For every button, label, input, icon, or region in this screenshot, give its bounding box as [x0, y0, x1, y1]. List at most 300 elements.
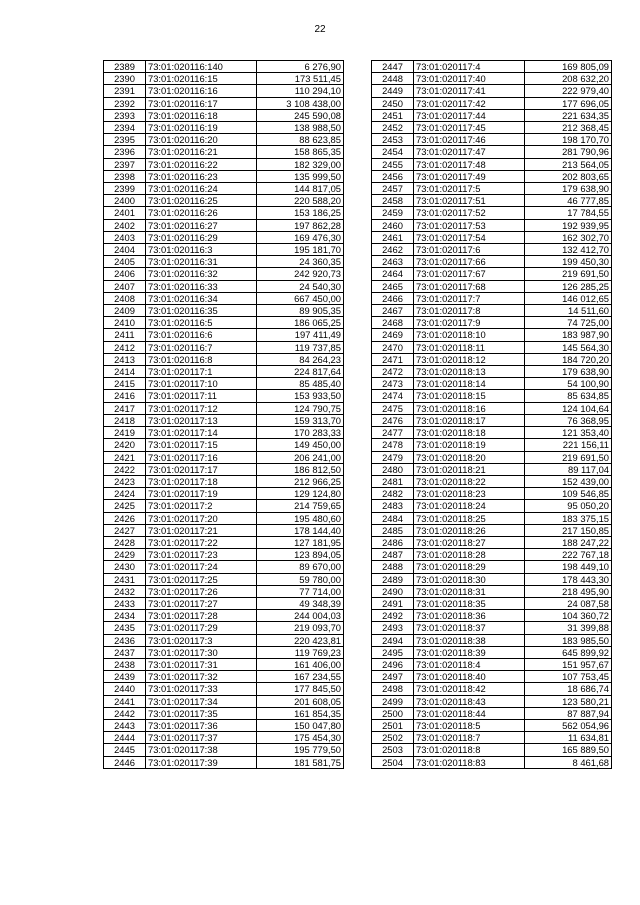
row-number: 2397: [104, 158, 146, 170]
row-number: 2429: [104, 549, 146, 561]
row-number: 2401: [104, 207, 146, 219]
row-number: 2484: [372, 512, 414, 524]
table-row: [104, 475, 344, 487]
table-row: [372, 183, 612, 195]
table-row: [372, 561, 612, 573]
cadastral-number: 73:01:020116:16: [146, 85, 257, 97]
cadastral-number: 73:01:020116:24: [146, 183, 257, 195]
table-row: [372, 268, 612, 280]
row-number: 2454: [372, 146, 414, 158]
cadastral-number: 73:01:020118:16: [414, 402, 525, 414]
table-row: [104, 610, 344, 622]
cadastral-value: 110 294,10: [257, 85, 344, 97]
table-row: [104, 622, 344, 634]
cadastral-value: 77 714,00: [257, 585, 344, 597]
cadastral-number: 73:01:020117:9: [414, 317, 525, 329]
cadastral-number: 73:01:020118:30: [414, 573, 525, 585]
table-row: [104, 97, 344, 109]
row-number: 2390: [104, 73, 146, 85]
table-row: [372, 536, 612, 548]
cadastral-value: 562 054,96: [525, 719, 612, 731]
table-row: [372, 732, 612, 744]
cadastral-value: 124 104,64: [525, 402, 612, 414]
cadastral-value: 87 887,94: [525, 707, 612, 719]
table-row: [104, 170, 344, 182]
row-number: 2452: [372, 122, 414, 134]
cadastral-number: 73:01:020116:33: [146, 280, 257, 292]
table-row: [372, 610, 612, 622]
row-number: 2488: [372, 561, 414, 573]
cadastral-number: 73:01:020117:36: [146, 719, 257, 731]
row-number: 2431: [104, 573, 146, 585]
cadastral-number: 73:01:020117:32: [146, 671, 257, 683]
cadastral-number: 73:01:020118:5: [414, 719, 525, 731]
row-number: 2470: [372, 341, 414, 353]
table-row: [104, 536, 344, 548]
cadastral-value: 46 777,85: [525, 195, 612, 207]
table-row: [372, 756, 612, 768]
cadastral-number: 73:01:020118:21: [414, 463, 525, 475]
row-number: 2437: [104, 646, 146, 658]
cadastral-number: 73:01:020116:15: [146, 73, 257, 85]
table-row: [372, 427, 612, 439]
cadastral-value: 222 979,40: [525, 85, 612, 97]
cadastral-number: 73:01:020118:22: [414, 475, 525, 487]
cadastral-number: 73:01:020117:8: [414, 305, 525, 317]
table-row: [372, 549, 612, 561]
cadastral-number: 73:01:020116:140: [146, 61, 257, 73]
row-number: 2416: [104, 390, 146, 402]
row-number: 2394: [104, 122, 146, 134]
cadastral-value: 24 087,58: [525, 597, 612, 609]
row-number: 2457: [372, 183, 414, 195]
cadastral-value: 195 181,70: [257, 244, 344, 256]
row-number: 2398: [104, 170, 146, 182]
cadastral-number: 73:01:020116:25: [146, 195, 257, 207]
table-row: [372, 500, 612, 512]
row-number: 2425: [104, 500, 146, 512]
cadastral-value: 195 779,50: [257, 744, 344, 756]
cadastral-value: 11 634,81: [525, 732, 612, 744]
table-row: [372, 585, 612, 597]
table-row: [372, 329, 612, 341]
cadastral-number: 73:01:020118:17: [414, 414, 525, 426]
row-number: 2392: [104, 97, 146, 109]
table-row: [372, 146, 612, 158]
cadastral-number: 73:01:020118:20: [414, 451, 525, 463]
table-row: [372, 305, 612, 317]
row-number: 2481: [372, 475, 414, 487]
table-row: [372, 317, 612, 329]
cadastral-value: 59 780,00: [257, 573, 344, 585]
table-row: [104, 524, 344, 536]
row-number: 2461: [372, 231, 414, 243]
cadastral-number: 73:01:020118:39: [414, 646, 525, 658]
table-row: [104, 353, 344, 365]
cadastral-number: 73:01:020117:51: [414, 195, 525, 207]
table-row: [104, 744, 344, 756]
cadastral-value: 119 769,23: [257, 646, 344, 658]
row-number: 2455: [372, 158, 414, 170]
cadastral-number: 73:01:020118:43: [414, 695, 525, 707]
table-row: [372, 378, 612, 390]
cadastral-value: 89 117,04: [525, 463, 612, 475]
cadastral-number: 73:01:020118:35: [414, 597, 525, 609]
cadastral-number: 73:01:020116:20: [146, 134, 257, 146]
table-row: [104, 488, 344, 500]
cadastral-number: 73:01:020116:5: [146, 317, 257, 329]
table-row: [372, 719, 612, 731]
row-number: 2415: [104, 378, 146, 390]
row-number: 2442: [104, 707, 146, 719]
page-number: 22: [314, 24, 326, 35]
row-number: 2501: [372, 719, 414, 731]
cadastral-number: 73:01:020117:38: [146, 744, 257, 756]
cadastral-number: 73:01:020117:20: [146, 512, 257, 524]
table-row: [104, 719, 344, 731]
row-number: 2428: [104, 536, 146, 548]
cadastral-number: 73:01:020117:66: [414, 256, 525, 268]
row-number: 2469: [372, 329, 414, 341]
cadastral-value: 178 443,30: [525, 573, 612, 585]
row-number: 2472: [372, 366, 414, 378]
cadastral-number: 73:01:020118:4: [414, 658, 525, 670]
cadastral-value: 182 329,00: [257, 158, 344, 170]
cadastral-number: 73:01:020116:34: [146, 292, 257, 304]
cadastral-number: 73:01:020118:10: [414, 329, 525, 341]
table-row: [104, 658, 344, 670]
cadastral-number: 73:01:020117:34: [146, 695, 257, 707]
table-row: [372, 73, 612, 85]
row-number: 2393: [104, 109, 146, 121]
cadastral-number: 73:01:020117:42: [414, 97, 525, 109]
cadastral-value: 178 144,40: [257, 524, 344, 536]
cadastral-value: 132 412,70: [525, 244, 612, 256]
table-row: [104, 341, 344, 353]
cadastral-value: 14 511,60: [525, 305, 612, 317]
cadastral-value: 212 368,45: [525, 122, 612, 134]
cadastral-number: 73:01:020117:5: [414, 183, 525, 195]
cadastral-number: 73:01:020117:52: [414, 207, 525, 219]
row-number: 2473: [372, 378, 414, 390]
cadastral-value: 123 580,21: [525, 695, 612, 707]
row-number: 2492: [372, 610, 414, 622]
row-number: 2406: [104, 268, 146, 280]
table-row: [372, 134, 612, 146]
row-number: 2391: [104, 85, 146, 97]
table-row: [104, 756, 344, 768]
row-number: 2413: [104, 353, 146, 365]
cadastral-table-right: [371, 60, 612, 769]
cadastral-value: 222 767,18: [525, 549, 612, 561]
row-number: 2417: [104, 402, 146, 414]
cadastral-value: 218 495,90: [525, 585, 612, 597]
cadastral-number: 73:01:020117:40: [414, 73, 525, 85]
cadastral-value: 89 905,35: [257, 305, 344, 317]
row-number: 2499: [372, 695, 414, 707]
table-row: [104, 219, 344, 231]
row-number: 2446: [104, 756, 146, 768]
row-number: 2483: [372, 500, 414, 512]
cadastral-number: 73:01:020118:24: [414, 500, 525, 512]
cadastral-number: 73:01:020118:42: [414, 683, 525, 695]
cadastral-number: 73:01:020116:22: [146, 158, 257, 170]
cadastral-value: 146 012,65: [525, 292, 612, 304]
row-number: 2405: [104, 256, 146, 268]
cadastral-value: 281 790,96: [525, 146, 612, 158]
table-row: [372, 634, 612, 646]
cadastral-number: 73:01:020118:7: [414, 732, 525, 744]
table-row: [104, 549, 344, 561]
table-row: [104, 109, 344, 121]
table-row: [372, 85, 612, 97]
row-number: 2458: [372, 195, 414, 207]
table-row: [104, 366, 344, 378]
cadastral-number: 73:01:020117:3: [146, 634, 257, 646]
row-number: 2445: [104, 744, 146, 756]
row-number: 2463: [372, 256, 414, 268]
cadastral-number: 73:01:020116:21: [146, 146, 257, 158]
row-number: 2468: [372, 317, 414, 329]
cadastral-number: 73:01:020118:15: [414, 390, 525, 402]
cadastral-number: 73:01:020117:54: [414, 231, 525, 243]
cadastral-number: 73:01:020117:24: [146, 561, 257, 573]
table-row: [372, 366, 612, 378]
table-row: [104, 61, 344, 73]
cadastral-value: 198 449,10: [525, 561, 612, 573]
cadastral-number: 73:01:020116:29: [146, 231, 257, 243]
table-row: [104, 85, 344, 97]
row-number: 2434: [104, 610, 146, 622]
row-number: 2409: [104, 305, 146, 317]
cadastral-value: 220 423,81: [257, 634, 344, 646]
cadastral-number: 73:01:020117:33: [146, 683, 257, 695]
cadastral-value: 198 170,70: [525, 134, 612, 146]
table-row: [372, 109, 612, 121]
cadastral-value: 135 999,50: [257, 170, 344, 182]
table-row: [104, 439, 344, 451]
table-row: [372, 707, 612, 719]
row-number: 2435: [104, 622, 146, 634]
cadastral-value: 645 899,92: [525, 646, 612, 658]
cadastral-number: 73:01:020117:4: [414, 61, 525, 73]
row-number: 2494: [372, 634, 414, 646]
row-number: 2493: [372, 622, 414, 634]
cadastral-number: 73:01:020117:2: [146, 500, 257, 512]
cadastral-value: 184 720,20: [525, 353, 612, 365]
cadastral-number: 73:01:020116:23: [146, 170, 257, 182]
table-row: [104, 134, 344, 146]
table-row: [372, 231, 612, 243]
table-row: [104, 512, 344, 524]
table-row: [104, 732, 344, 744]
cadastral-value: 192 939,95: [525, 219, 612, 231]
cadastral-value: 31 399,88: [525, 622, 612, 634]
table-row: [372, 488, 612, 500]
cadastral-value: 169 805,09: [525, 61, 612, 73]
row-number: 2487: [372, 549, 414, 561]
cadastral-value: 183 985,50: [525, 634, 612, 646]
cadastral-number: 73:01:020116:31: [146, 256, 257, 268]
cadastral-value: 85 634,85: [525, 390, 612, 402]
row-number: 2464: [372, 268, 414, 280]
row-number: 2450: [372, 97, 414, 109]
cadastral-number: 73:01:020117:13: [146, 414, 257, 426]
table-row: [372, 512, 612, 524]
cadastral-value: 179 638,90: [525, 183, 612, 195]
row-number: 2436: [104, 634, 146, 646]
cadastral-number: 73:01:020117:15: [146, 439, 257, 451]
cadastral-value: 153 186,25: [257, 207, 344, 219]
cadastral-value: 95 050,20: [525, 500, 612, 512]
cadastral-number: 73:01:020118:13: [414, 366, 525, 378]
cadastral-number: 73:01:020117:67: [414, 268, 525, 280]
cadastral-number: 73:01:020118:12: [414, 353, 525, 365]
row-number: 2408: [104, 292, 146, 304]
cadastral-value: 197 411,49: [257, 329, 344, 341]
row-number: 2423: [104, 475, 146, 487]
table-row: [372, 475, 612, 487]
cadastral-value: 151 957,67: [525, 658, 612, 670]
cadastral-value: 158 865,35: [257, 146, 344, 158]
cadastral-number: 73:01:020117:26: [146, 585, 257, 597]
table-row: [372, 97, 612, 109]
cadastral-number: 73:01:020116:6: [146, 329, 257, 341]
table-row: [372, 256, 612, 268]
table-row: [372, 207, 612, 219]
cadastral-value: 153 933,50: [257, 390, 344, 402]
cadastral-number: 73:01:020116:3: [146, 244, 257, 256]
cadastral-value: 121 353,40: [525, 427, 612, 439]
cadastral-value: 219 691,50: [525, 451, 612, 463]
cadastral-value: 175 454,30: [257, 732, 344, 744]
row-number: 2465: [372, 280, 414, 292]
row-number: 2491: [372, 597, 414, 609]
cadastral-value: 138 988,50: [257, 122, 344, 134]
row-number: 2497: [372, 671, 414, 683]
cadastral-value: 186 812,50: [257, 463, 344, 475]
cadastral-value: 169 476,30: [257, 231, 344, 243]
table-row: [104, 500, 344, 512]
cadastral-value: 667 450,00: [257, 292, 344, 304]
table-row: [372, 658, 612, 670]
cadastral-value: 8 461,68: [525, 756, 612, 768]
cadastral-value: 54 100,90: [525, 378, 612, 390]
cadastral-number: 73:01:020117:37: [146, 732, 257, 744]
cadastral-value: 242 920,73: [257, 268, 344, 280]
table-row: [104, 695, 344, 707]
cadastral-number: 73:01:020118:37: [414, 622, 525, 634]
cadastral-value: 149 450,00: [257, 439, 344, 451]
table-row: [372, 451, 612, 463]
row-number: 2451: [372, 109, 414, 121]
cadastral-value: 107 753,45: [525, 671, 612, 683]
row-number: 2477: [372, 427, 414, 439]
cadastral-number: 73:01:020117:12: [146, 402, 257, 414]
cadastral-value: 124 790,75: [257, 402, 344, 414]
cadastral-value: 221 634,35: [525, 109, 612, 121]
row-number: 2396: [104, 146, 146, 158]
table-row: [104, 597, 344, 609]
cadastral-number: 73:01:020118:38: [414, 634, 525, 646]
row-number: 2495: [372, 646, 414, 658]
cadastral-number: 73:01:020118:8: [414, 744, 525, 756]
cadastral-value: 199 450,30: [525, 256, 612, 268]
row-number: 2420: [104, 439, 146, 451]
row-number: 2504: [372, 756, 414, 768]
table-row: [104, 427, 344, 439]
row-number: 2441: [104, 695, 146, 707]
table-row: [372, 744, 612, 756]
table-row: [104, 280, 344, 292]
cadastral-value: 84 264,23: [257, 353, 344, 365]
row-number: 2399: [104, 183, 146, 195]
table-row: [104, 292, 344, 304]
cadastral-number: 73:01:020117:25: [146, 573, 257, 585]
row-number: 2480: [372, 463, 414, 475]
cadastral-number: 73:01:020116:35: [146, 305, 257, 317]
table-row: [372, 353, 612, 365]
row-number: 2449: [372, 85, 414, 97]
row-number: 2478: [372, 439, 414, 451]
cadastral-value: 202 803,65: [525, 170, 612, 182]
cadastral-number: 73:01:020117:47: [414, 146, 525, 158]
cadastral-value: 186 065,25: [257, 317, 344, 329]
table-row: [104, 183, 344, 195]
cadastral-number: 73:01:020118:29: [414, 561, 525, 573]
table-row: [372, 671, 612, 683]
table-row: [104, 671, 344, 683]
row-number: 2402: [104, 219, 146, 231]
row-number: 2444: [104, 732, 146, 744]
cadastral-value: 109 546,85: [525, 488, 612, 500]
cadastral-number: 73:01:020117:7: [414, 292, 525, 304]
row-number: 2419: [104, 427, 146, 439]
cadastral-value: 161 854,35: [257, 707, 344, 719]
cadastral-number: 73:01:020117:48: [414, 158, 525, 170]
cadastral-value: 6 276,90: [257, 61, 344, 73]
table-row: [104, 207, 344, 219]
cadastral-number: 73:01:020118:26: [414, 524, 525, 536]
cadastral-value: 144 817,05: [257, 183, 344, 195]
cadastral-value: 177 696,05: [525, 97, 612, 109]
cadastral-value: 162 302,70: [525, 231, 612, 243]
cadastral-value: 213 564,05: [525, 158, 612, 170]
cadastral-value: 129 124,80: [257, 488, 344, 500]
table-row: [372, 170, 612, 182]
cadastral-number: 73:01:020117:10: [146, 378, 257, 390]
cadastral-value: 197 862,28: [257, 219, 344, 231]
cadastral-number: 73:01:020117:49: [414, 170, 525, 182]
row-number: 2426: [104, 512, 146, 524]
table-row: [104, 73, 344, 85]
cadastral-value: 161 406,00: [257, 658, 344, 670]
cadastral-value: 119 737,85: [257, 341, 344, 353]
cadastral-value: 17 784,55: [525, 207, 612, 219]
cadastral-value: 219 691,50: [525, 268, 612, 280]
cadastral-number: 73:01:020117:1: [146, 366, 257, 378]
row-number: 2424: [104, 488, 146, 500]
row-number: 2482: [372, 488, 414, 500]
row-number: 2440: [104, 683, 146, 695]
row-number: 2403: [104, 231, 146, 243]
cadastral-number: 73:01:020118:14: [414, 378, 525, 390]
table-row: [104, 585, 344, 597]
cadastral-number: 73:01:020116:27: [146, 219, 257, 231]
table-row: [104, 646, 344, 658]
cadastral-number: 73:01:020116:32: [146, 268, 257, 280]
table-row: [104, 195, 344, 207]
